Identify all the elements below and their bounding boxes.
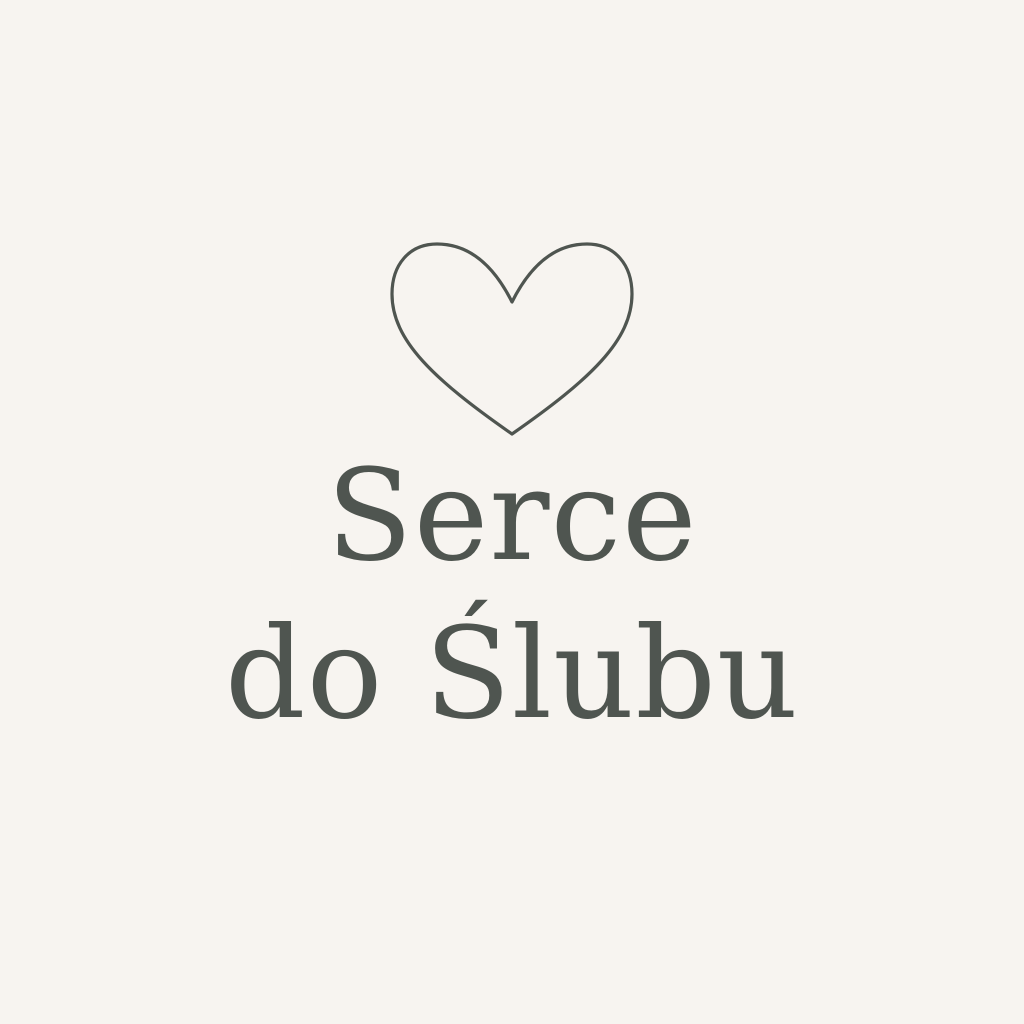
heart-icon (384, 236, 640, 442)
brand-name-line-2: do Ślubu (224, 600, 800, 747)
brand-name-line-1: Serce (326, 442, 698, 589)
